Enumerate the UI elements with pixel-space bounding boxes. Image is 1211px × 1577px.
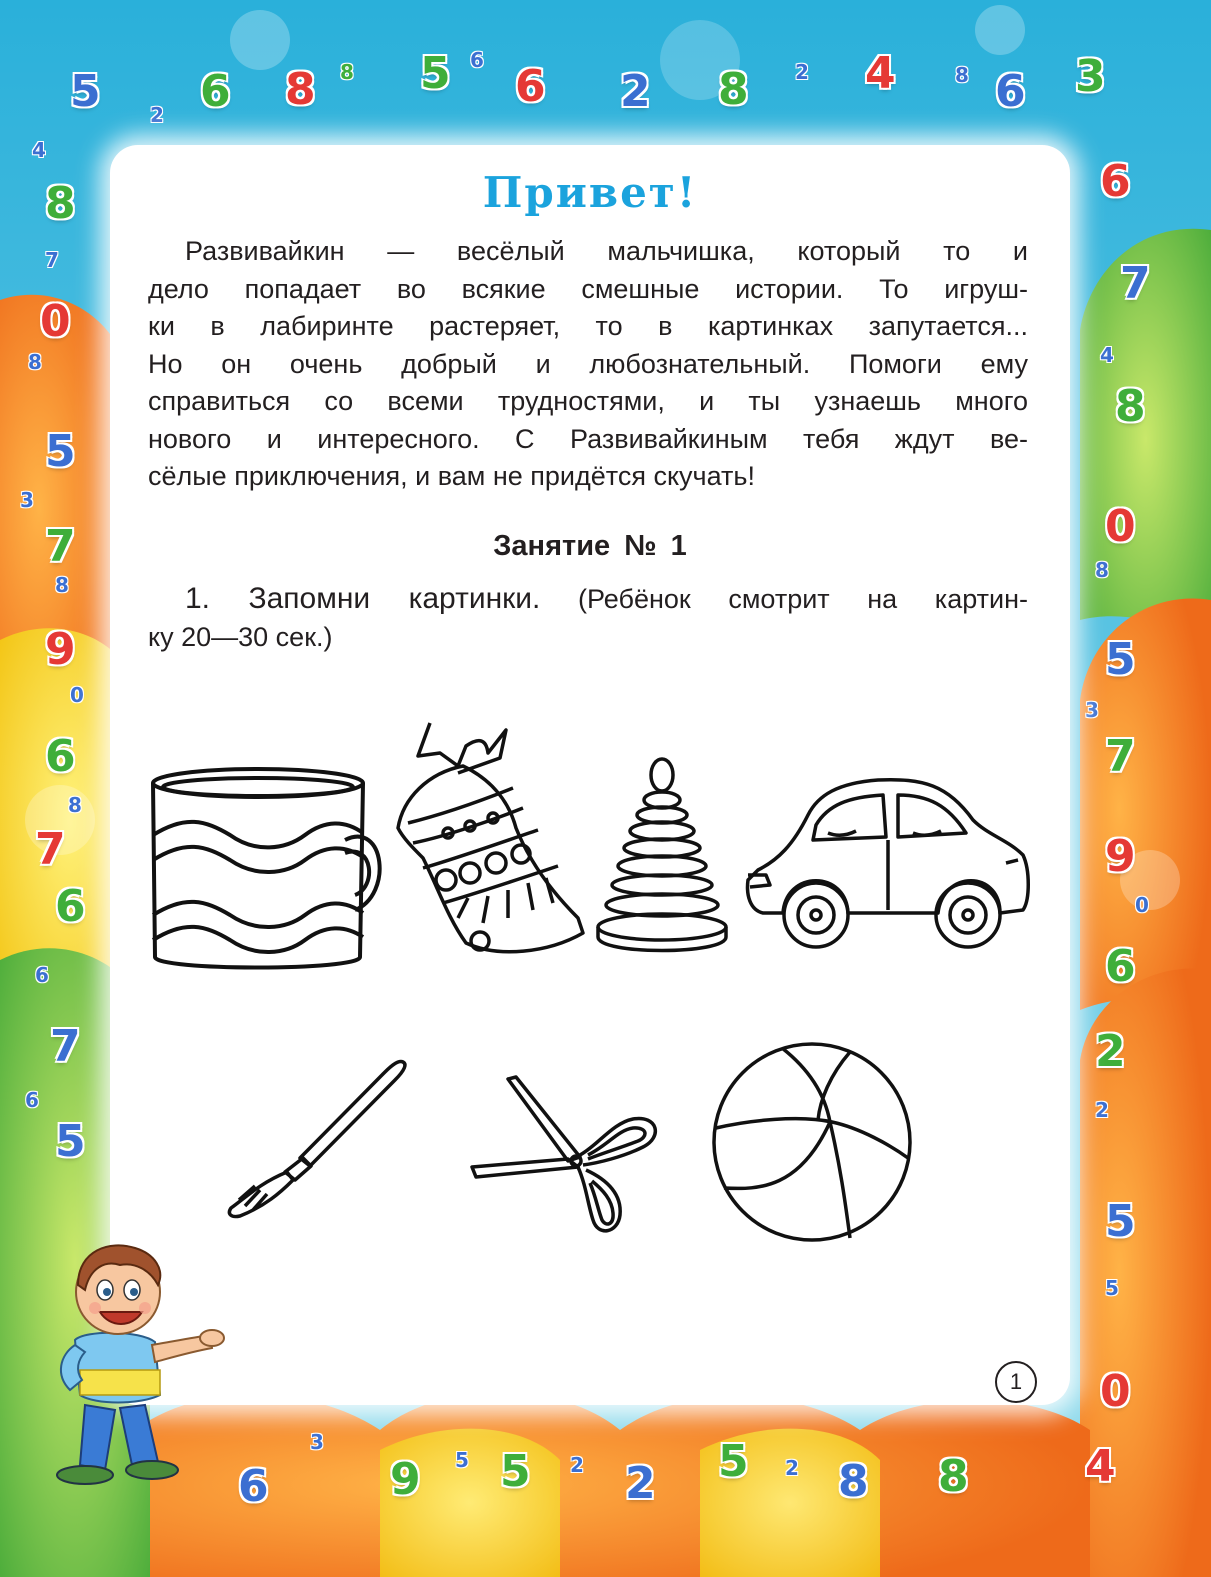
decor-digit: 7 <box>50 1021 81 1072</box>
decor-digit: 5 <box>45 426 76 477</box>
decor-digit: 5 <box>500 1446 531 1497</box>
decor-digit: 2 <box>625 1458 656 1509</box>
decor-digit: 9 <box>45 624 76 675</box>
decor-digit: 2 <box>570 1453 584 1477</box>
task-note: (Ребёнок смотрит на картин- <box>577 584 1028 614</box>
task-instruction <box>148 580 1028 656</box>
decor-digit: 6 <box>1100 156 1131 207</box>
decor-digit: 0 <box>70 683 84 707</box>
intro-paragraph <box>148 233 1028 496</box>
decor-digit: 6 <box>995 66 1026 117</box>
decor-digit: 7 <box>45 521 76 572</box>
decor-digit: 8 <box>340 60 354 84</box>
decor-digit: 6 <box>200 66 231 117</box>
decor-digit: 7 <box>1105 731 1136 782</box>
task-lead: 1. Запомни картинки. <box>185 582 541 615</box>
decor-digit: 9 <box>1105 831 1136 882</box>
task-line: ку 20—30 сек.) <box>148 621 333 652</box>
decor-digit: 3 <box>310 1430 324 1454</box>
page-number: 1 <box>995 1361 1037 1403</box>
decor-digit: 6 <box>45 731 76 782</box>
decor-digit: 2 <box>1095 1026 1126 1077</box>
intro-line: Развивайкин — весёлый мальчишка, который то и <box>185 236 1028 266</box>
decor-digit: 6 <box>470 48 484 72</box>
intro-line: дело попадает во всякие смешные истории. То игруш- <box>148 273 1028 304</box>
car-icon <box>738 775 1033 950</box>
decor-digit: 0 <box>1105 501 1136 552</box>
page-title: Привет! <box>482 168 698 217</box>
decor-digit: 5 <box>455 1448 469 1472</box>
decor-digit: 0 <box>1100 1366 1131 1417</box>
decor-digit: 2 <box>620 66 651 117</box>
decor-digit: 2 <box>795 60 809 84</box>
task-line <box>148 580 1028 619</box>
decor-digit: 5 <box>70 66 101 117</box>
mug-icon <box>145 765 385 980</box>
decor-digit: 6 <box>25 1088 39 1112</box>
decor-digit: 8 <box>838 1456 869 1507</box>
decor-digit: 5 <box>420 48 451 99</box>
decor-digit: 7 <box>1120 258 1151 309</box>
decor-digit: 8 <box>718 64 749 115</box>
decor-digit: 6 <box>515 61 546 112</box>
boy-mascot <box>40 1230 225 1490</box>
decor-digit: 6 <box>1105 941 1136 992</box>
decor-digit: 8 <box>55 573 69 597</box>
decor-digit: 3 <box>1075 51 1106 102</box>
paintbrush-icon <box>225 1058 410 1223</box>
decor-digit: 2 <box>150 103 164 127</box>
decor-digit: 5 <box>1105 634 1136 685</box>
intro-line: ки в лабиринте растеряет, то в картинках запутается... <box>148 311 1028 341</box>
decor-digit: 9 <box>390 1454 421 1505</box>
decor-digit: 6 <box>35 963 49 987</box>
decor-digit: 7 <box>35 824 66 875</box>
decor-digit: 4 <box>865 48 896 99</box>
decor-digit: 8 <box>955 63 969 87</box>
decor-digit: 6 <box>238 1461 269 1512</box>
decor-digit: 5 <box>1105 1196 1136 1247</box>
intro-line: справиться со всеми трудностями, и ты узнаешь много <box>148 386 1028 416</box>
decor-digit: 4 <box>1100 343 1114 367</box>
ball-icon <box>710 1040 915 1245</box>
decor-digit: 0 <box>40 296 71 347</box>
lesson-heading: Занятие № 1 <box>493 530 687 562</box>
intro-line: нового и интересного. С Развивайкиным тебя ждут ве- <box>148 423 1028 454</box>
decor-digit: 3 <box>1085 698 1099 722</box>
decor-digit: 8 <box>285 64 316 115</box>
scissors-icon <box>468 1075 663 1235</box>
decor-digit: 3 <box>20 488 34 512</box>
decor-digit: 8 <box>68 793 82 817</box>
bell-icon <box>388 718 588 963</box>
decor-digit: 8 <box>1095 558 1109 582</box>
pyramid-toy-icon <box>590 755 740 960</box>
decor-digit: 2 <box>785 1456 799 1480</box>
decor-digit: 5 <box>1105 1276 1119 1300</box>
decor-digit: 2 <box>1095 1098 1109 1122</box>
decor-digit: 7 <box>45 248 59 272</box>
decor-digit: 8 <box>45 178 76 229</box>
decor-digit: 6 <box>55 881 86 932</box>
decor-digit: 8 <box>938 1451 969 1502</box>
decor-digit: 5 <box>718 1436 749 1487</box>
decor-digit: 0 <box>1135 893 1149 917</box>
decor-digit: 5 <box>55 1116 86 1167</box>
intro-line: сёлые приключения, и вам не придётся скучать! <box>148 461 755 491</box>
decor-digit: 4 <box>32 138 46 162</box>
intro-line: Но он очень добрый и любознательный. Помоги ему <box>148 348 1028 379</box>
decor-digit: 8 <box>1115 381 1146 432</box>
decor-digit: 4 <box>1085 1441 1116 1492</box>
decor-digit: 8 <box>28 350 42 374</box>
